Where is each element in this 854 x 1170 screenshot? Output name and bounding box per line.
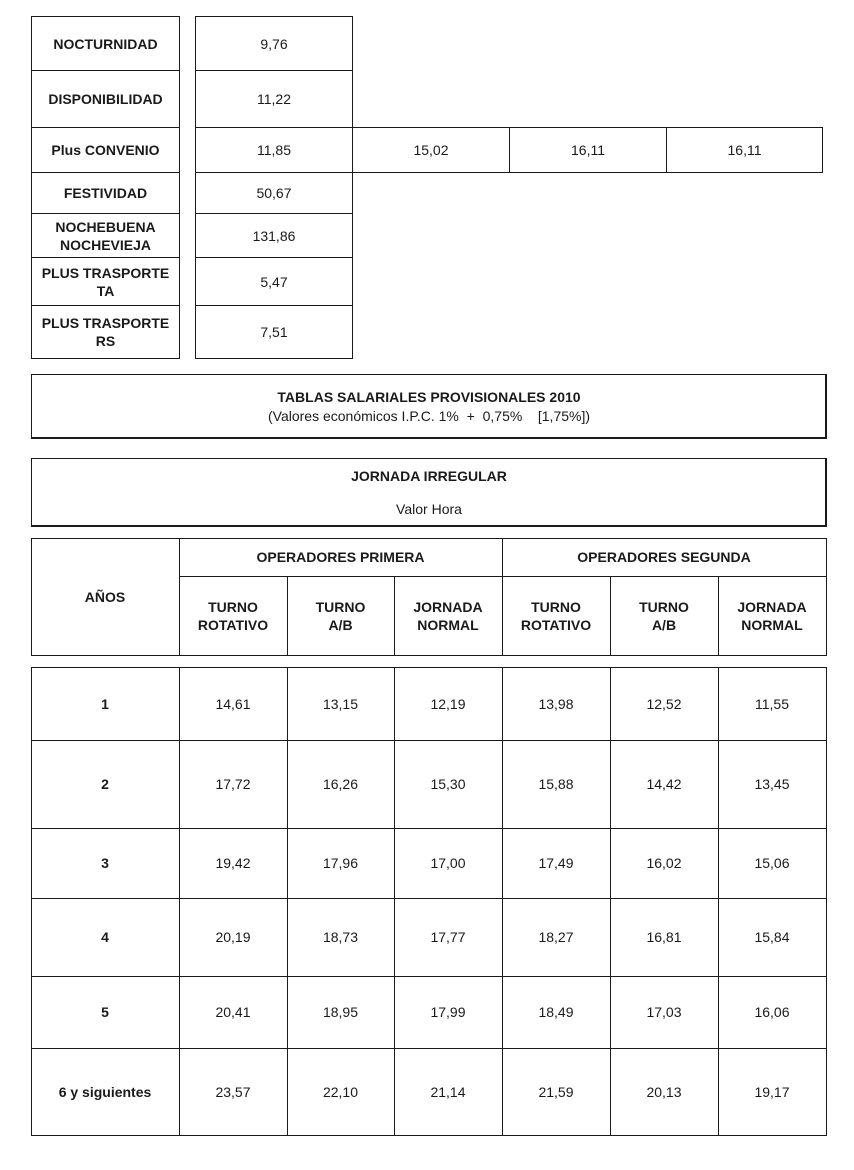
value-cell: 17,77 [430, 929, 466, 945]
value-cell: 17,99 [430, 1004, 466, 1020]
value-cell: 12,52 [646, 695, 682, 712]
value-cell: 11,55 [755, 695, 789, 712]
value-nochebuena: 131,86 [195, 213, 353, 258]
value-cell: 20,13 [646, 1083, 682, 1100]
column-header-line: A/B [328, 616, 353, 633]
year-cell: 6 y siguientes [58, 1083, 152, 1100]
value-cell: 17,49 [538, 855, 574, 871]
row-label-plus-trasporte-rs [31, 305, 180, 359]
label-line: NOCHEVIEJA [59, 236, 152, 253]
value-plus-convenio-1: 11,85 [195, 127, 353, 173]
page-subtitle: (Valores económicos I.P.C. 1% + 0,75% [1,75%]) [267, 408, 591, 424]
label-line: TA [96, 282, 115, 299]
value-cell: 20,41 [215, 1004, 251, 1020]
value-plus-convenio-2: 15,02 [352, 127, 510, 173]
column-header [394, 576, 502, 655]
value-cell: 18,95 [322, 1004, 359, 1020]
year-cell: 1 [101, 695, 109, 712]
group-header-segunda: OPERADORES SEGUNDA [577, 549, 751, 565]
value-cell: 16,02 [646, 855, 682, 871]
value-cell: 16,81 [646, 929, 682, 945]
value-cell: 12,19 [430, 695, 466, 712]
value-cell: 23,57 [215, 1083, 251, 1100]
label-line: NOCHEBUENA [55, 218, 156, 235]
column-header [179, 576, 287, 655]
column-header [718, 576, 826, 655]
jornada-subtitle: Valor Hora [396, 501, 462, 517]
column-header [287, 576, 394, 655]
value-cell: 15,30 [430, 776, 466, 792]
column-header-line: TURNO [531, 598, 581, 615]
value-festividad: 50,67 [195, 172, 353, 214]
label-line: PLUS TRASPORTE [41, 315, 170, 331]
value-cell: 14,42 [646, 776, 682, 792]
value-cell: 18,27 [538, 929, 574, 945]
column-header-line: ROTATIVO [197, 616, 269, 633]
year-cell: 5 [101, 1004, 109, 1020]
column-header [610, 576, 718, 655]
column-header-line: TURNO [315, 598, 366, 615]
value-cell: 15,88 [538, 776, 574, 792]
value-plus-trasporte-ta: 5,47 [195, 257, 353, 306]
jornada-title: JORNADA IRREGULAR [351, 468, 507, 484]
column-header-line: NORMAL [417, 616, 479, 633]
value-cell: 21,14 [430, 1083, 466, 1100]
column-header-line: NORMAL [741, 616, 803, 633]
value-plus-convenio-4: 16,11 [666, 127, 823, 173]
value-plus-trasporte-rs: 7,51 [195, 305, 353, 359]
value-cell: 19,42 [215, 855, 251, 871]
value-cell: 13,45 [754, 776, 790, 792]
year-cell: 3 [101, 855, 109, 871]
group-header-primera: OPERADORES PRIMERA [256, 549, 425, 565]
value-cell: 15,06 [754, 855, 790, 871]
row-label-disponibilidad: DISPONIBILIDAD [31, 70, 180, 128]
page-title: TABLAS SALARIALES PROVISIONALES 2010 [277, 389, 581, 405]
value-cell: 17,96 [322, 855, 359, 871]
value-cell: 22,10 [322, 1083, 359, 1100]
value-cell: 18,73 [322, 929, 359, 945]
value-cell: 15,84 [754, 929, 790, 945]
value-cell: 17,00 [430, 855, 466, 871]
column-header-line: ROTATIVO [520, 616, 592, 633]
value-cell: 17,03 [646, 1004, 682, 1020]
value-cell: 17,72 [215, 776, 251, 792]
column-header-line: TURNO [639, 598, 689, 615]
row-label-plus-trasporte-ta [31, 257, 180, 306]
value-disponibilidad: 11,22 [195, 70, 353, 128]
column-header-line: JORNADA [413, 598, 483, 615]
label-line: RS [95, 333, 116, 349]
years-header: AÑOS [84, 588, 126, 605]
row-label-plus-convenio: Plus CONVENIO [31, 127, 180, 173]
row-label-festividad: FESTIVIDAD [31, 172, 180, 214]
value-nocturnidad: 9,76 [195, 16, 353, 71]
row-label-nochebuena [31, 213, 180, 258]
column-header-line: A/B [651, 616, 677, 633]
value-plus-convenio-3: 16,11 [509, 127, 667, 173]
column-header-line: TURNO [208, 598, 258, 615]
value-cell: 13,98 [538, 695, 574, 712]
value-cell: 19,17 [754, 1083, 790, 1100]
year-cell: 2 [101, 776, 109, 792]
value-cell: 16,26 [322, 776, 359, 792]
value-cell: 21,59 [538, 1083, 574, 1100]
column-header [502, 576, 610, 655]
year-cell: 4 [101, 929, 109, 945]
label-line: PLUS TRASPORTE [41, 264, 170, 281]
value-cell: 20,19 [215, 929, 251, 945]
row-label-nocturnidad: NOCTURNIDAD [31, 16, 180, 71]
value-cell: 14,61 [215, 695, 251, 712]
value-cell: 13,15 [322, 695, 359, 712]
column-header-line: JORNADA [737, 598, 807, 615]
value-cell: 18,49 [538, 1004, 574, 1020]
value-cell: 16,06 [754, 1004, 790, 1020]
